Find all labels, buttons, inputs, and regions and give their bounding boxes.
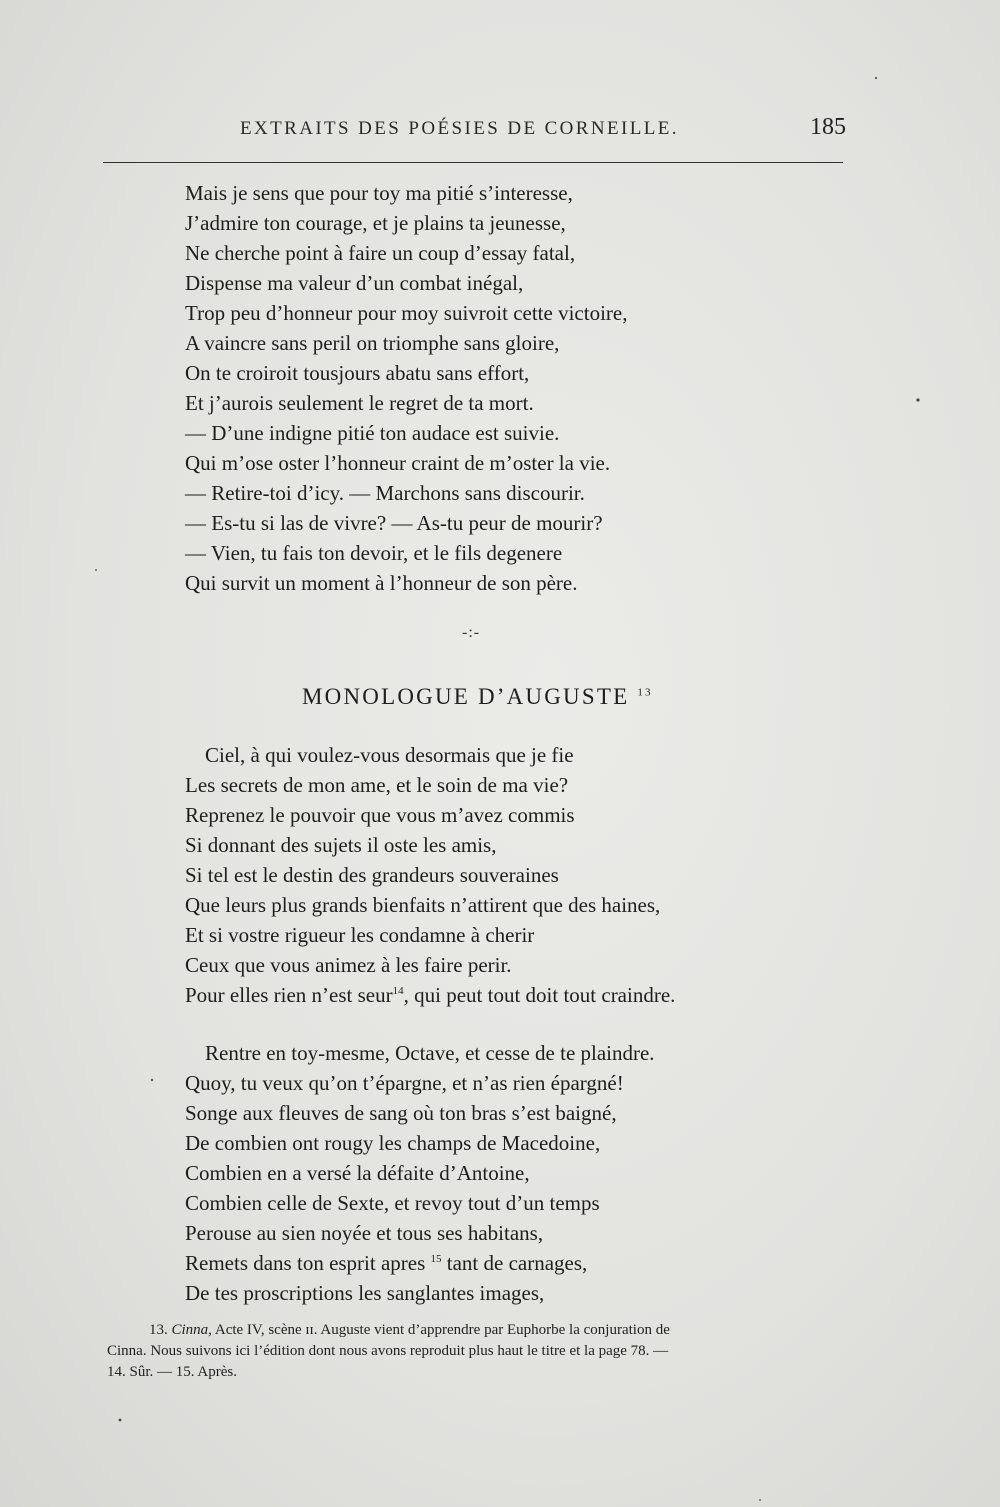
running-head: EXTRAITS DES POÉSIES DE CORNEILLE.	[240, 118, 679, 139]
verse-line: Rentre en toy-mesme, Octave, et cesse de te plaindre.	[205, 1041, 655, 1065]
verse-line-text: , qui peut tout doit tout craindre.	[403, 983, 676, 1007]
footnote-text: Acte IV, scène ɪɪ. Auguste vient d’apprendre par Euphorbe la conjuration de	[211, 1322, 670, 1338]
verse-line: Que leurs plus grands bienfaits n’attirent que des haines,	[185, 893, 661, 917]
verse-line: On te croiroit tousjours abatu sans effort,	[185, 361, 530, 385]
verse-line: Qui survit un moment à l’honneur de son père.	[185, 571, 578, 595]
verse-line: Mais je sens que pour toy ma pitié s’interesse,	[185, 181, 573, 205]
verse-line: Perouse au sien noyée et tous ses habitans,	[185, 1221, 544, 1245]
verse-line: Et j’aurois seulement le regret de ta mort.	[185, 391, 534, 415]
section-title	[302, 684, 653, 710]
verse-line: J’admire ton courage, et je plains ta jeunesse,	[185, 211, 566, 235]
verse-line: Songe aux fleuves de sang où ton bras s’est baigné,	[185, 1101, 617, 1125]
verse-line: — Vien, tu fais ton devoir, et le fils degenere	[185, 541, 563, 565]
verse-line: De tes proscriptions les sanglantes images,	[185, 1281, 545, 1305]
verse-line: Ceux que vous animez à les faire perir.	[185, 953, 512, 977]
verse-line: — Es-tu si las de vivre? — As-tu peur de mourir?	[185, 511, 603, 535]
verse-line: — D’une indigne pitié ton audace est suivie.	[185, 421, 560, 445]
verse-line: Combien en a versé la défaite d’Antoine,	[185, 1161, 530, 1185]
verse-line: — Retire-toi d’icy. — Marchons sans discourir.	[185, 481, 585, 505]
header-rule	[103, 162, 843, 163]
verse-line: Trop peu d’honneur pour moy suivroit cette victoire,	[185, 301, 628, 325]
verse-line: Si tel est le destin des grandeurs souveraines	[185, 863, 559, 887]
footnotes	[107, 1320, 862, 1383]
verse-line	[185, 1248, 655, 1278]
footnote-14-15: 14. Sûr. — 15. Après.	[107, 1364, 238, 1380]
verse-line: A vaincre sans peril on triomphe sans gloire,	[185, 331, 560, 355]
page-number: 185	[810, 114, 846, 140]
verse-line-text: Remets dans ton esprit apres	[185, 1251, 426, 1275]
footnote-ref-13: 13	[637, 686, 653, 699]
footnote-ref-15: 15	[430, 1253, 442, 1265]
verse-block-dialogue	[185, 178, 627, 598]
verse-line: Si donnant des sujets il oste les amis,	[185, 833, 497, 857]
verse-line: Quoy, tu veux qu’on t’épargne, et n’as rien épargné!	[185, 1071, 624, 1095]
verse-line: Dispense ma valeur d’un combat inégal,	[185, 271, 524, 295]
verse-line-text: Pour elles rien n’est seur	[185, 983, 393, 1007]
verse-line: Ne cherche point à faire un coup d’essay fatal,	[185, 241, 576, 265]
verse-block-monologue-2	[185, 1038, 655, 1308]
verse-line: De combien ont rougy les champs de Macedoine,	[185, 1131, 601, 1155]
verse-line: Les secrets de mon ame, et le soin de ma vie?	[185, 773, 569, 797]
section-title-text: MONOLOGUE D’AUGUSTE	[302, 684, 630, 709]
verse-line: Qui m’ose oster l’honneur craint de m’oster la vie.	[185, 451, 611, 475]
verse-line: Reprenez le pouvoir que vous m’avez commis	[185, 803, 575, 827]
footnote-ref-14: 14	[392, 985, 404, 997]
verse-block-monologue-1	[185, 740, 675, 1010]
verse-line: Et si vostre rigueur les condamne à cherir	[185, 923, 535, 947]
verse-line: Ciel, à qui voulez-vous desormais que je fie	[205, 743, 574, 767]
footnote-number: 13.	[149, 1322, 168, 1338]
section-ornament: -:-	[462, 624, 481, 641]
verse-line-text: tant de carnages,	[441, 1251, 588, 1275]
verse-line	[185, 980, 675, 1010]
footnote-13	[107, 1320, 862, 1341]
verse-line: Combien celle de Sexte, et revoy tout d’un temps	[185, 1191, 600, 1215]
footnote-work-title: Cinna,	[171, 1322, 212, 1338]
footnote-13-continued: Cinna. Nous suivons ici l’édition dont nous avons reproduit plus haut le titre et la page 78. —	[107, 1343, 669, 1359]
